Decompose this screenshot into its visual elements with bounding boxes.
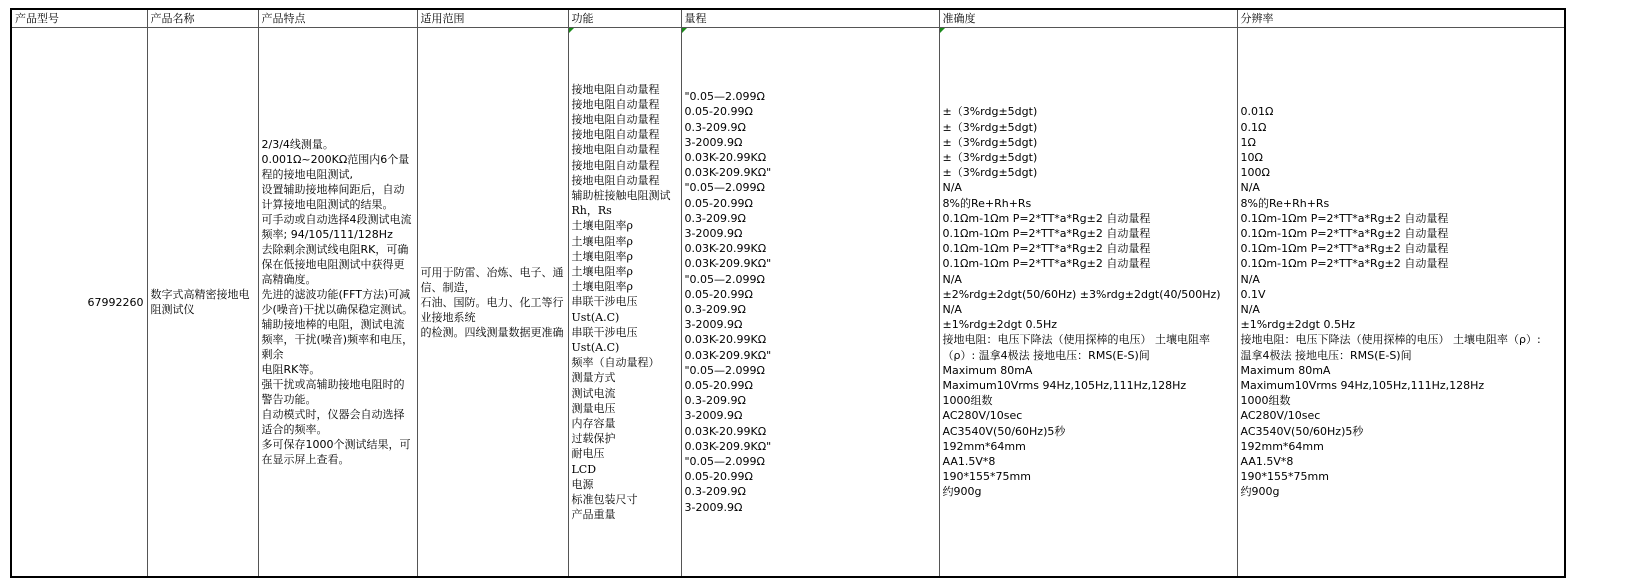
cell-line: ±（3%rdg±5dgt) xyxy=(942,135,1038,149)
text-line: 2/3/4线测量。 xyxy=(261,138,334,151)
cell-line: 0.1Ωm-1Ωm P=2*TT*a*Rg±2 自动量程 xyxy=(942,226,1151,240)
cell-line: "0.05—2.099Ω xyxy=(684,455,765,469)
cell-line: 0.05-20.99Ω xyxy=(684,379,753,393)
cell-line: Maximum10Vrms 94Hz,105Hz,111Hz,128Hz xyxy=(1240,379,1485,393)
cell-line: Rh，Rs xyxy=(571,204,612,218)
cell-line: 电源 xyxy=(571,477,594,491)
cell-line: 192mm*64mm xyxy=(942,439,1026,453)
cell-line: 3-2009.9Ω xyxy=(684,318,743,332)
cell-line: 接地电阻自动量程 xyxy=(571,128,660,142)
cell-line: "0.05—2.099Ω xyxy=(684,90,765,104)
cell-line: ±1%rdg±2dgt 0.5Hz xyxy=(942,318,1057,332)
cell-line: 耐电压 xyxy=(571,447,605,461)
cell-line: 测量电压 xyxy=(571,401,616,415)
cell-line: （ρ）: 温拿4极法 接地电压：RMS(E-S)间 xyxy=(942,348,1150,362)
cell-line: Ust(A.C) xyxy=(571,310,620,324)
functions-cell[interactable] xyxy=(568,28,681,578)
cell-line: 接地电阻自动量程 xyxy=(571,158,660,172)
cell-line: 0.1Ωm-1Ωm P=2*TT*a*Rg±2 自动量程 xyxy=(1240,211,1449,225)
cell-line: ±1%rdg±2dgt 0.5Hz xyxy=(1240,318,1355,332)
cell-line: 192mm*64mm xyxy=(1240,439,1324,453)
cell-line: AC280V/10sec xyxy=(942,409,1023,423)
cell-line: AC280V/10sec xyxy=(1240,409,1321,423)
cell-line: 土壤电阻率ρ xyxy=(571,280,633,294)
cell-line: 温拿4极法 接地电压：RMS(E-S)间 xyxy=(1240,348,1412,362)
cell-line: ±（3%rdg±5dgt) xyxy=(942,105,1038,119)
features-text xyxy=(262,137,414,467)
ranges-cell[interactable] xyxy=(681,28,939,578)
text-line: 可用于防雷、冶炼、电子、通信、制造， xyxy=(420,265,564,294)
text-line: 辅助接地棒的电阻，测试电流频率，干扰(噪音)频率和电压，剩余 xyxy=(261,318,414,361)
cell-line: 测量方式 xyxy=(571,371,616,385)
text-line: 可手动或自动选择4段测试电流频率; 94/105/111/128Hz xyxy=(261,213,412,241)
cell-line: 190*155*75mm xyxy=(942,470,1031,484)
cell-line: 8%的Re+Rh+Rs xyxy=(942,196,1032,210)
resolution-cell[interactable] xyxy=(1237,28,1565,578)
text-line: 自动模式时，仪器会自动选择 适合的频率。 xyxy=(261,408,405,436)
cell-line: 0.1Ωm-1Ωm P=2*TT*a*Rg±2 自动量程 xyxy=(942,257,1151,271)
cell-line: 0.05-20.99Ω xyxy=(684,196,753,210)
cell-line: 土壤电阻率ρ xyxy=(571,219,633,233)
header-cell[interactable]: 产品名称 xyxy=(147,9,258,28)
cell-line: "0.05—2.099Ω xyxy=(684,181,765,195)
cell-line: 0.3-209.9Ω xyxy=(684,303,746,316)
cell-line: 190*155*75mm xyxy=(1240,470,1329,484)
cell-line: 0.1Ωm-1Ωm P=2*TT*a*Rg±2 自动量程 xyxy=(1240,226,1449,240)
cell-line: N/A xyxy=(942,181,962,195)
cell-line: N/A xyxy=(1240,303,1260,316)
cell-line: 土壤电阻率ρ xyxy=(571,234,633,248)
cell-line: 0.03K-20.99KΩ xyxy=(684,333,767,347)
cell-line: 接地电阻：电压下降法（使用探棒的电压） 土壤电阻率 xyxy=(942,333,1210,347)
cell-line: 10Ω xyxy=(1240,150,1263,164)
cell-line: 接地电阻自动量程 xyxy=(571,112,660,126)
cell-line: 过载保护 xyxy=(571,432,616,446)
scope-text xyxy=(421,265,565,340)
cell-line: 0.03K-20.99KΩ xyxy=(684,242,767,256)
cell-line: 约900g xyxy=(942,485,982,499)
cell-line: 0.01Ω xyxy=(1240,105,1274,119)
header-cell[interactable]: 适用范围 xyxy=(417,9,568,28)
cell-line: 0.05-20.99Ω xyxy=(684,470,753,484)
cell-line: 土壤电阻率ρ xyxy=(571,264,633,278)
cell-line: ±（3%rdg±5dgt) xyxy=(942,150,1038,164)
text-line: 多可保存1000个测试结果，可在显示屏上查看。 xyxy=(261,438,411,466)
model-cell[interactable]: 67992260 xyxy=(11,28,147,578)
cell-line: 0.03K-20.99KΩ xyxy=(684,150,767,164)
cell-line: Maximum10Vrms 94Hz,105Hz,111Hz,128Hz xyxy=(942,379,1187,393)
text-line: 电阻RK等。 xyxy=(261,363,321,376)
text-line: 去除剩余测试线电阻RK，可确保在低接地电阻测试中获得更高精确度。 xyxy=(261,243,409,286)
cell-line: "0.05—2.099Ω xyxy=(684,272,765,286)
header-row xyxy=(11,9,1565,28)
cell-line: 0.03K-209.9KΩ" xyxy=(684,439,772,453)
cell-line: 约900g xyxy=(1240,485,1280,499)
cell-line: N/A xyxy=(1240,272,1260,286)
cell-line: 0.03K-20.99KΩ xyxy=(684,424,767,438)
cell-line: 串联干涉电压 xyxy=(571,295,638,309)
cell-line: N/A xyxy=(1240,181,1260,195)
cell-line: 1Ω xyxy=(1240,135,1256,149)
header-cell[interactable]: 功能 xyxy=(568,9,681,28)
cell-line: 接地电阻：电压下降法（使用探棒的电压） 土壤电阻率（ρ）: xyxy=(1240,333,1541,347)
cell-line: 接地电阻自动量程 xyxy=(571,143,660,157)
cell-line: 0.1Ωm-1Ωm P=2*TT*a*Rg±2 自动量程 xyxy=(1240,242,1449,256)
header-cell[interactable]: 产品特点 xyxy=(258,9,417,28)
cell-line: AC3540V(50/60Hz)5秒 xyxy=(942,424,1066,438)
cell-line: 3-2009.9Ω xyxy=(684,500,743,514)
cell-line: 0.03K-209.9KΩ" xyxy=(684,348,772,362)
cell-line: LCD xyxy=(571,462,597,476)
text-line: 0.001Ω~200KΩ范围内6个量程的接地电阻测试, xyxy=(261,153,410,181)
cell-line: 3-2009.9Ω xyxy=(684,409,743,423)
text-line: 石油、国防。电力、化工等行业接地系统 xyxy=(420,295,564,324)
cell-line: 1000组数 xyxy=(942,394,993,408)
cell-line: N/A xyxy=(942,303,962,316)
cell-line: 0.3-209.9Ω xyxy=(684,485,746,499)
cell-line: 接地电阻自动量程 xyxy=(571,82,660,96)
cell-line: ±（3%rdg±5dgt) xyxy=(942,166,1038,180)
text-line: 先进的滤波功能(FFT方法)可减少(噪音)干扰以确保稳定测试。 xyxy=(261,288,414,316)
text-line: 的检测。四线测量数据更准确 xyxy=(420,325,564,339)
cell-line: 0.03K-209.9KΩ" xyxy=(684,166,772,180)
cell-line: 标准包装尺寸 xyxy=(571,493,638,507)
header-cell[interactable]: 分辨率 xyxy=(1237,9,1565,28)
cell-line: 3-2009.9Ω xyxy=(684,135,743,149)
features-cell[interactable] xyxy=(258,28,417,578)
cell-line: 8%的Re+Rh+Rs xyxy=(1240,196,1330,210)
cell-line: Maximum 80mA xyxy=(1240,363,1331,377)
cell-line: 内存容量 xyxy=(571,417,616,431)
name-cell[interactable]: 数字式高精密接地电阻测试仪 xyxy=(147,28,258,578)
cell-line: 100Ω xyxy=(1240,166,1270,180)
header-cell[interactable]: 量程 xyxy=(681,9,939,28)
cell-line: AA1.5V*8 xyxy=(942,455,996,469)
cell-line: 0.3-209.9Ω xyxy=(684,211,746,225)
table-row xyxy=(11,28,1565,578)
cell-line: 1000组数 xyxy=(1240,394,1291,408)
cell-line: 串联干涉电压 xyxy=(571,325,638,339)
accuracy-cell[interactable] xyxy=(939,28,1237,578)
cell-line: AA1.5V*8 xyxy=(1240,455,1294,469)
cell-line: 接地电阻自动量程 xyxy=(571,173,660,187)
cell-line: N/A xyxy=(942,272,962,286)
cell-line: 0.1V xyxy=(1240,287,1266,301)
cell-line: 土壤电阻率ρ xyxy=(571,249,633,263)
cell-line: 0.3-209.9Ω xyxy=(684,394,746,408)
text-line: 设置辅助接地棒间距后，自动计算接地电阻测试的结果。 xyxy=(261,183,405,211)
cell-line: "0.05—2.099Ω xyxy=(684,363,765,377)
cell-line: 0.05-20.99Ω xyxy=(684,105,753,119)
scope-cell[interactable] xyxy=(417,28,568,578)
cell-line: Ust(A.C) xyxy=(571,341,620,354)
cell-line: 频率（自动量程） xyxy=(571,356,660,370)
cell-line: ±（3%rdg±5dgt) xyxy=(942,120,1038,134)
header-cell[interactable]: 准确度 xyxy=(939,9,1237,28)
header-cell[interactable]: 产品型号 xyxy=(11,9,147,28)
cell-line: 0.05-20.99Ω xyxy=(684,287,753,301)
cell-line: AC3540V(50/60Hz)5秒 xyxy=(1240,424,1364,438)
cell-line: 3-2009.9Ω xyxy=(684,226,743,240)
cell-line: 辅助桩接触电阻测试 xyxy=(571,188,671,202)
cell-line: 0.1Ωm-1Ωm P=2*TT*a*Rg±2 自动量程 xyxy=(942,211,1151,225)
cell-line: 0.1Ωm-1Ωm P=2*TT*a*Rg±2 自动量程 xyxy=(942,242,1151,256)
cell-line: 0.1Ω xyxy=(1240,120,1267,134)
cell-line: 产品重量 xyxy=(571,508,616,522)
spreadsheet-table xyxy=(10,8,1566,578)
text-line: 强干扰或高辅助接地电阻时的警告功能。 xyxy=(261,378,405,406)
cell-line: Maximum 80mA xyxy=(942,363,1033,377)
cell-line: 测试电流 xyxy=(571,386,616,400)
cell-line: 0.1Ωm-1Ωm P=2*TT*a*Rg±2 自动量程 xyxy=(1240,257,1449,271)
cell-line: 接地电阻自动量程 xyxy=(571,97,660,111)
cell-line: 0.03K-209.9KΩ" xyxy=(684,257,772,271)
cell-line: 0.3-209.9Ω xyxy=(684,120,746,134)
cell-line: ±2%rdg±2dgt(50/60Hz) ±3%rdg±2dgt(40/500Hz) xyxy=(942,287,1221,301)
